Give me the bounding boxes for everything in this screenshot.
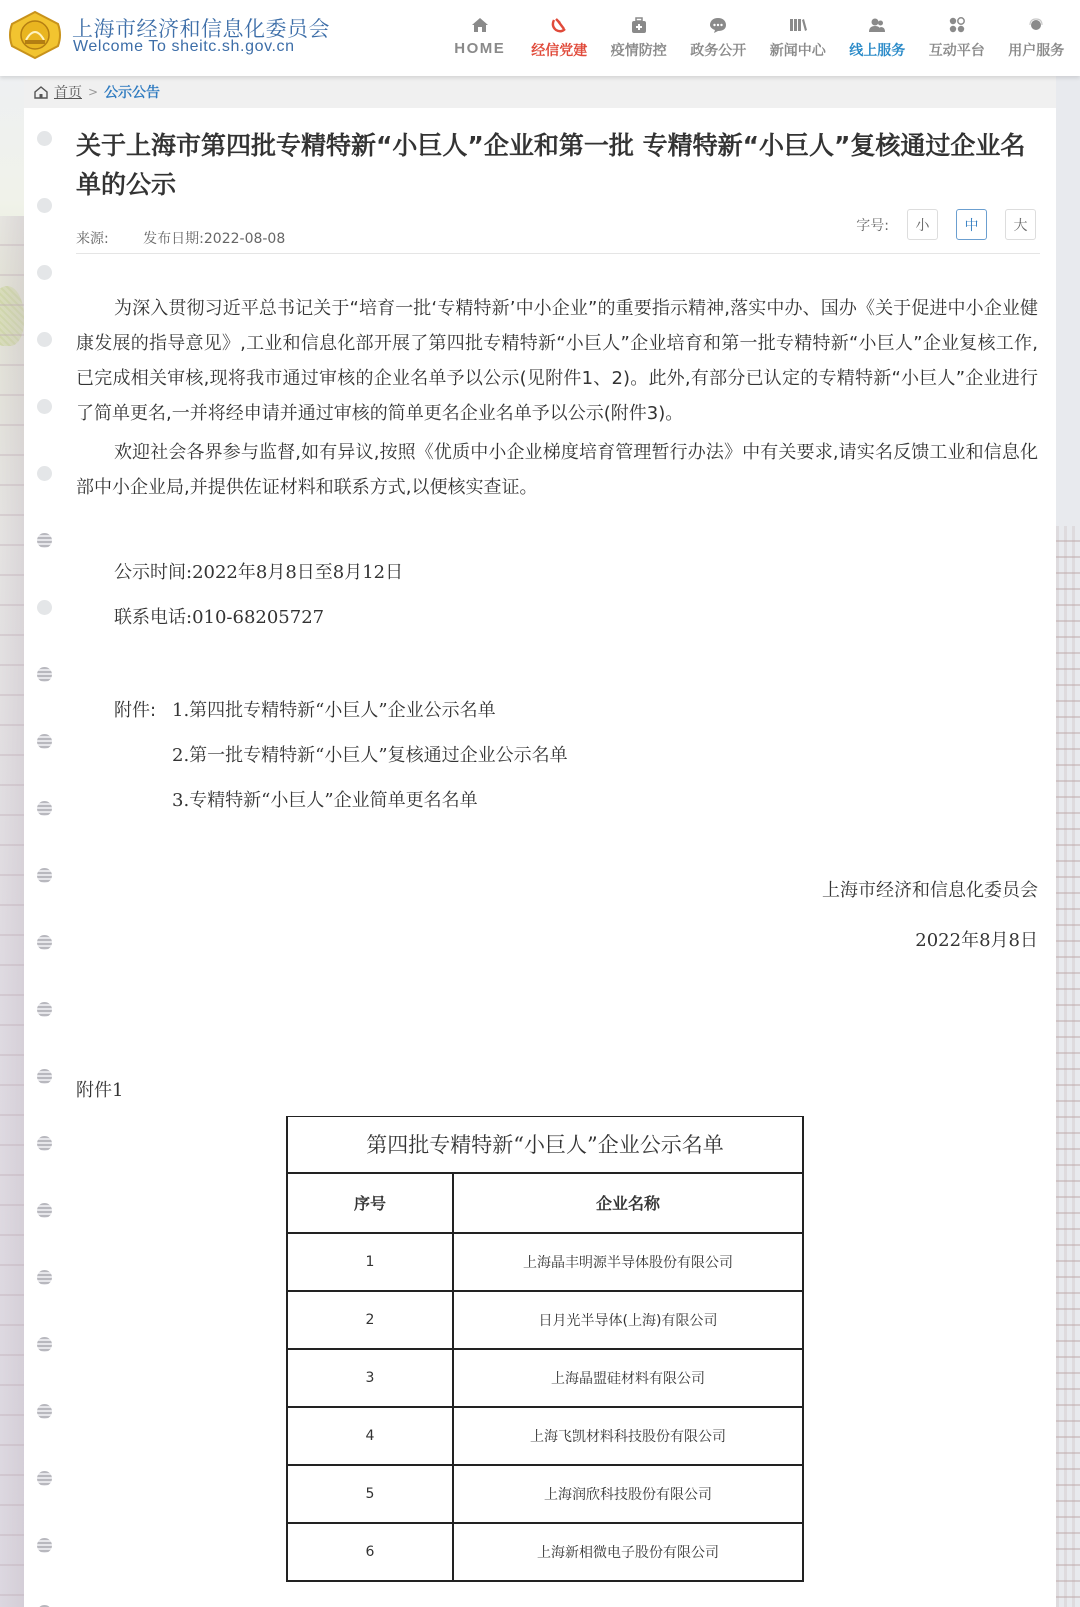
cell-company: 日月光半导体(上海)有限公司 [453, 1291, 803, 1349]
grid-icon [949, 17, 965, 33]
ring-dot [37, 801, 52, 816]
tower-decoration [0, 216, 24, 1607]
attachment-link-1[interactable]: 1.第四批专精特新“小巨人”企业公示名单 [172, 700, 496, 721]
medical-kit-icon [631, 17, 647, 34]
table-row [287, 1349, 803, 1407]
nav-item-online-services[interactable] [838, 14, 918, 60]
nav-label: 疫情防控 [610, 43, 667, 59]
ring-dot [37, 1337, 52, 1352]
ring-dot [37, 868, 52, 883]
ring-dot [37, 1203, 52, 1218]
nav-item-user-services[interactable] [997, 14, 1077, 60]
ring-dot [37, 600, 52, 615]
table-row [287, 1233, 803, 1291]
paragraph: 为深入贯彻习近平总书记关于“培育一批‘专精特新’中小企业”的重要指示精神,落实中办、国办《关于促进中小企业健康发展的指导意见》,工业和信息化部开展了第四批专精特新“小巨人”企业培育和第一批专精特新“小巨人”企业复核工作,已完成相关审核,现将我市通过审核的企业名单予以公示(见附件1、2)。此外,有部分已认定的专精特新“小巨人”企业进行了简单更名,一并将经申请并通过审核的简单更名企业名单予以公示(附件3)。 [76, 298, 1038, 424]
ring-dot [37, 1404, 52, 1419]
hammer-sickle-icon [550, 16, 568, 34]
nav-label: 互动平台 [928, 43, 985, 59]
table-row [287, 1291, 803, 1349]
nav-label: 用户服务 [1008, 43, 1065, 59]
ring-dot [37, 533, 52, 548]
users-icon [868, 17, 886, 33]
nav-item-interaction[interactable] [917, 14, 997, 60]
nav-label: 线上服务 [849, 43, 906, 59]
cell-index: 2 [287, 1291, 453, 1349]
breadcrumb [24, 76, 1056, 108]
font-size-medium-button[interactable]: 中 [956, 209, 987, 240]
nav-item-party-building[interactable] [520, 14, 600, 60]
site-title: 上海市经济和信息化委员会 [72, 17, 330, 41]
signature-org: 上海市经济和信息化委员会 [822, 880, 1038, 901]
cell-index: 4 [287, 1407, 453, 1465]
ring-dot [37, 131, 52, 146]
ring-dot [37, 265, 52, 280]
ring-dot [37, 1538, 52, 1553]
site-subtitle: Welcome To sheitc.sh.gov.cn [73, 38, 295, 55]
ring-dot [37, 399, 52, 414]
contact-phone: 联系电话:010-68205727 [114, 607, 325, 628]
article-meta [76, 228, 315, 248]
article-body [76, 291, 1038, 1101]
home-icon [471, 17, 489, 33]
nav-label: 新闻中心 [769, 43, 826, 59]
ring-dot [37, 1270, 52, 1285]
table-row [287, 1465, 803, 1523]
ring-dot [37, 667, 52, 682]
main-nav [440, 14, 1076, 60]
column-header-index: 序号 [287, 1173, 453, 1233]
source-label: 来源: [76, 231, 109, 247]
ring-dot [37, 1069, 52, 1084]
ring-dot [37, 1471, 52, 1486]
cell-company: 上海润欣科技股份有限公司 [453, 1465, 803, 1523]
column-header-company: 企业名称 [453, 1173, 803, 1233]
nav-item-epidemic[interactable] [599, 14, 679, 60]
books-icon [789, 18, 807, 32]
headset-icon [1028, 17, 1044, 33]
nav-label: 经信党建 [531, 43, 588, 59]
building-decoration [1056, 526, 1080, 1607]
company-list-table [286, 1116, 804, 1582]
cell-company: 上海晶丰明源半导体股份有限公司 [453, 1233, 803, 1291]
attachment-1-heading: 附件1 [76, 1080, 124, 1101]
paragraph: 欢迎社会各界参与监督,如有异议,按照《优质中小企业梯度培育管理暂行办法》中有关要求,请实名反馈工业和信息化部中小企业局,并提供佐证材料和联系方式,以便核实查证。 [76, 442, 1038, 498]
divider [76, 253, 1040, 254]
ring-dot [37, 332, 52, 347]
attachment-link-3[interactable]: 3.专精特新“小巨人”企业简单更名名单 [172, 790, 478, 811]
ring-dot [37, 466, 52, 481]
ring-dot [37, 935, 52, 950]
nav-item-home[interactable] [440, 14, 520, 60]
table-row [287, 1523, 803, 1581]
font-size-small-button[interactable]: 小 [907, 209, 938, 240]
nav-item-government-affairs[interactable] [679, 14, 759, 60]
breadcrumb-home-link[interactable]: 首页 [54, 85, 82, 101]
cell-index: 6 [287, 1523, 453, 1581]
attachment-link-2[interactable]: 2.第一批专精特新“小巨人”复核通过企业公示名单 [172, 745, 568, 766]
font-size-large-button[interactable]: 大 [1005, 209, 1036, 240]
nav-label: 政务公开 [690, 43, 747, 59]
emblem-logo[interactable] [8, 10, 62, 60]
chat-bubble-icon [709, 17, 727, 34]
article-card [24, 76, 1056, 1607]
ring-dot [37, 734, 52, 749]
nav-label: HOME [454, 40, 506, 57]
table-caption: 第四批专精特新“小巨人”企业公示名单 [287, 1117, 803, 1173]
cell-index: 3 [287, 1349, 453, 1407]
ring-dot [37, 1136, 52, 1151]
breadcrumb-current[interactable]: 公示公告 [104, 85, 161, 101]
ring-dot [37, 1002, 52, 1017]
font-size-selector [856, 209, 1036, 240]
signature-date: 2022年8月8日 [915, 930, 1038, 951]
article-title: 关于上海市第四批专精特新“小巨人”企业和第一批 专精特新“小巨人”复核通过企业名单的公示 [76, 131, 1026, 199]
cell-index: 1 [287, 1233, 453, 1291]
font-size-label: 字号: [856, 217, 889, 234]
cell-company: 上海晶盟硅材料有限公司 [453, 1349, 803, 1407]
cell-index: 5 [287, 1465, 453, 1523]
site-header [0, 0, 1080, 76]
publicity-time: 公示时间:2022年8月8日至8月12日 [114, 562, 404, 583]
home-icon [34, 86, 48, 99]
cell-company: 上海飞凯材料科技股份有限公司 [453, 1407, 803, 1465]
ring-dot [37, 198, 52, 213]
left-decorative-background [0, 76, 24, 1607]
publish-date: 发布日期:2022-08-08 [143, 231, 286, 247]
table-row [287, 1407, 803, 1465]
nav-item-news[interactable] [758, 14, 838, 60]
right-decorative-background [1056, 76, 1080, 1607]
attachments-label: 附件: [114, 700, 157, 721]
breadcrumb-separator: > [88, 85, 99, 99]
cell-company: 上海新相微电子股份有限公司 [453, 1523, 803, 1581]
